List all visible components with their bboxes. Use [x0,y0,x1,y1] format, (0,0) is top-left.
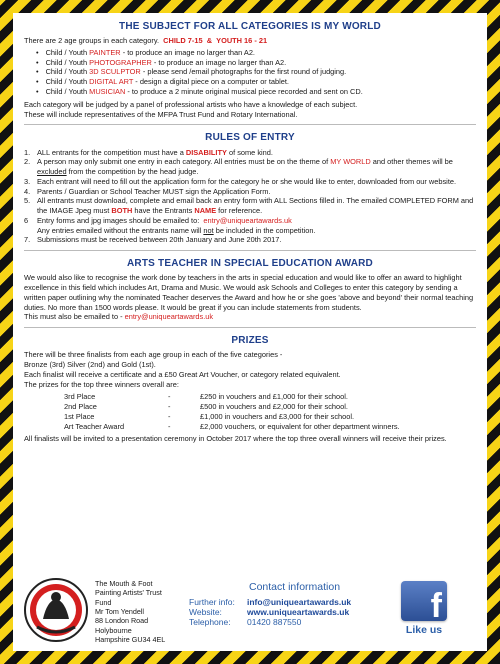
rule-text: A person may only submit one entry in each category. All entries must be on the theme of [37,157,331,167]
prize-row [64,402,476,412]
address-line: Painting Artists' Trust Fund [95,588,162,607]
rule-text: be included in the competition. [213,225,316,235]
prize-place: Art Teacher Award [64,421,125,431]
teacher-award-heading: ARTS TEACHER IN SPECIAL EDUCATION AWARD [127,258,373,270]
category-desc: - please send /email photographs for the first round of judging. [140,67,347,77]
prize-desc: £500 in vouchers and £2,000 for their school. [200,402,348,412]
prizes-closing: All finalists will be invited to a presentation ceremony in October 2017 where the top three overall winners will receive their prizes. [24,434,447,444]
website-link[interactable]: www.uniqueartawards.uk [247,607,350,618]
rule-item [24,177,476,187]
prize-place: 2nd Place [64,402,97,412]
address-line: Holybourne [95,625,132,635]
category-name: PAINTER [89,47,121,57]
phone-number: 01420 887550 [247,617,302,628]
contact-heading: Contact information [249,581,341,593]
contact-label: Telephone: [189,617,231,628]
like-us-label: Like us [405,624,443,636]
rule-item-continued [24,226,476,236]
prize-dash: - [168,402,171,412]
category-name: 3D SCULPTOR [89,67,141,77]
rule-number: 7. [24,235,31,245]
prize-desc: £250 in vouchers and £1,000 for their school. [200,392,348,402]
category-list [36,48,476,97]
subject-heading: THE SUBJECT FOR ALL CATEGORIES IS MY WORLD [119,21,381,32]
contact-row [189,607,381,617]
rule-text: for reference. [216,206,263,216]
divider [24,124,476,125]
rule-emphasis: BOTH [111,206,133,216]
category-prefix: Child / Youth [45,77,90,87]
rule-number: 2. [24,157,31,167]
category-desc: - to produce an image no larger than A2. [151,57,287,67]
prize-row [64,392,476,402]
rule-emphasis: MY [330,157,342,167]
category-item [36,87,476,97]
prize-dash: - [168,392,171,402]
rule-number: 6 [24,215,29,225]
rule-text: Any entries emailed without the entrants name will [37,225,204,235]
rule-number: 5. [24,196,31,206]
mfpa-logo-icon [23,577,89,643]
prizes-line: There will be three finalists from each age group in each of the five categories - [24,350,283,360]
category-name: DIGITAL ART [89,77,134,87]
prize-dash: - [168,421,171,431]
category-desc: - to produce an image no larger than A2. [120,47,255,57]
contact-block [189,581,381,627]
address-line: The Mouth & Foot [95,579,153,588]
youth-age-group: YOUTH 16 - 21 [216,36,268,46]
address-line: 88 London Road [95,616,149,626]
prize-place: 1st Place [64,411,95,421]
category-item [36,48,476,58]
entry-email-link[interactable]: entry@uniqueartawards.uk [203,215,292,225]
facebook-icon [401,581,447,625]
contact-label: Website: [189,607,222,618]
prize-row [64,412,476,422]
category-desc: - to produce a 2 minute original musical piece recorded and sent on CD. [125,87,363,97]
rule-text: Parents / Guardian or School Teacher MUST sign the Application Form. [37,186,271,196]
age-amp: & [206,36,213,46]
rule-item [24,196,476,216]
prizes-line: Bronze (3rd) Silver (2nd) and Gold (1st). [24,360,156,370]
info-email-link[interactable]: info@uniqueartawards.uk [247,596,352,607]
judging-line-1: Each category will be judged by a panel of professional artists who have a knowledge of each subject. [24,99,358,109]
subject-section [24,20,476,119]
rule-underline: excluded [37,167,67,177]
age-groups-line [24,36,476,46]
divider [24,250,476,251]
rule-item [24,235,476,245]
rule-text: of some kind. [226,147,273,157]
category-name: MUSICIAN [89,87,126,97]
prizes-heading: PRIZES [231,335,269,347]
category-name: PHOTOGRAPHER [89,57,152,67]
rule-text: Each entrant will need to fill out the application form for the category he or she would like to enter, downloaded from our website. [37,176,457,186]
rule-text: have the Entrants [132,206,195,216]
rules-heading: RULES OF ENTRY [205,132,295,144]
judging-line-2: These will include representatives of the MFPA Trust Fund and Rotary International. [24,109,298,119]
poster [13,13,487,651]
teacher-email-link[interactable]: entry@uniqueartawards.uk [124,312,214,322]
footer [13,575,487,651]
prize-table [64,392,476,431]
prize-desc: £2,000 vouchers, or equivalent for other department winners. [200,421,400,431]
category-prefix: Child / Youth [45,67,90,77]
prizes-line: Each finalist will receive a certificate and a £50 Great Art Voucher, or category related equivalent. [24,369,341,379]
rule-text: and other themes will be [370,157,453,167]
category-desc: - design a digital piece on a computer or tablet. [133,77,289,87]
teacher-email-line [24,312,476,322]
rule-text: Entry forms and jpg images should be emailed to: [37,215,200,225]
rule-underline: not [203,225,214,235]
rules-list [24,148,476,246]
rule-text: All entrants must download, complete and email back an entry form with ALL Sections filled in. The emailed COMPLETED FORM and the IMAGE Jpeg must [37,196,474,216]
divider [24,327,476,328]
rule-number: 3. [24,176,31,186]
age-groups-text: There are 2 age groups in each category. [24,36,160,46]
address-block [95,579,177,645]
category-prefix: Child / Youth [45,87,90,97]
address-line: Mr Tom Yendell [95,607,145,617]
rule-item [24,157,476,177]
prize-desc: £1,000 in vouchers and £3,000 for their school. [200,411,355,421]
rule-number: 1. [24,147,31,157]
category-prefix: Child / Youth [45,57,90,67]
contact-row [189,597,381,607]
category-item [36,58,476,68]
category-item [36,77,476,87]
rule-number: 4. [24,186,31,196]
rule-item [24,187,476,197]
child-age-group: CHILD 7-15 [163,36,203,46]
facebook-glyph: f [430,587,442,625]
prize-place: 3rd Place [64,392,96,402]
facebook-like-button[interactable] [395,581,453,638]
rule-text: ALL entrants for the competition must have a [37,147,186,157]
prizes-section [24,334,476,444]
prizes-line: The prizes for the top three winners overall are: [24,379,179,389]
category-item [36,67,476,77]
category-prefix: Child / Youth [45,47,90,57]
rule-item [24,216,476,226]
rule-item [24,148,476,158]
teacher-email-text: This must also be emailed to - [24,312,125,322]
rule-emphasis: WORLD [343,157,371,167]
rule-text: from the competition by the head judge. [66,167,199,177]
teacher-award-section [24,257,476,322]
prize-dash: - [168,411,171,421]
rule-emphasis: DISABILITY [185,147,227,157]
address-line: Hampshire GU34 4EL [95,635,166,645]
rule-text: Submissions must be received between 20th January and June 20th 2017. [37,235,282,245]
contact-label: Further info: [189,596,235,607]
teacher-award-body: We would also like to recognise the work done by teachers in the arts in special education and would like to offer an award to highlight excellence in this field which includes Art, Drama and Music. We would ask Schools and Colleges to enter this category by sending a written paper outlining why the nominated Teacher deserves the Award and how he or she goes 'above and beyond' their normal teaching duties. No more than 1500 words please. It would be great if you can include statements from students. [24,273,474,312]
contact-row [189,617,381,627]
prize-row [64,422,476,432]
rules-section [24,131,476,245]
rule-emphasis: NAME [194,206,217,216]
